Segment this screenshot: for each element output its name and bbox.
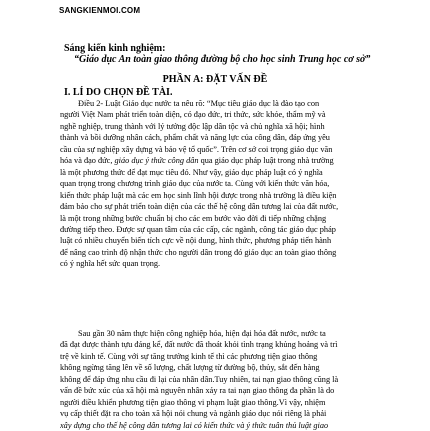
text-line: người Việt Nam phát triển toàn diện, có đạo đức, tri thức, sức khỏe, thẩm mỹ và <box>60 110 326 120</box>
italic-phrase: giáo dục ý thức công dân <box>114 156 199 166</box>
text-line: vấn đề bức xúc của xã hội mà nguyên nhân xảy ra tai nạn giao thông đa phần là do <box>60 386 335 396</box>
text-line: không để đáp ứng nhu cầu đi lại của nhân dân.Tuy nhiên, tai nạn giao thông cũng là <box>60 374 339 384</box>
text-line: thành và bồi dưỡng nhân cách, phẩm chất và năng lực của công dân, đáp ứng yêu <box>60 133 330 143</box>
text-segment: hóa và đạo đức, <box>60 156 115 166</box>
text-line: kiến thức pháp luật mà các em học sinh lĩnh hội được trong nhà trường là điều kiện <box>60 190 337 200</box>
section-heading: I. LÍ DO CHỌN ĐỀ TÀI. <box>64 87 173 98</box>
text-line: đảm bảo cho sự phát triển toàn diện của các thế hệ công dân tương lai của đất nước, <box>60 202 339 212</box>
text-line: Sau gần 30 năm thực hiện công nghiệp hóa, hiện đại hóa đất nước, nước ta <box>78 329 326 338</box>
text-line: xây dựng cho thế hệ công dân tương lai có kiến thức và ý thức tuân thủ luật giao <box>60 420 329 430</box>
text-line: đã đạt được thành tựu đáng kể, đất nước đã thoát khỏi tình trạng khủng hoảng và trì <box>60 340 338 350</box>
text-line: không ngừng tăng lên về số lượng, chất lượng từ đường bộ, thủy, sắt đến hàng <box>60 363 320 373</box>
paragraph-2 <box>60 328 425 431</box>
document-title: “Giáo dục An toàn giao thông đường bộ cho học sinh Trung học cơ sở” <box>74 54 371 65</box>
text-line: đường tiếp theo. Được sự quan tâm của các cấp, các ngành, công tác giáo dục pháp <box>60 224 336 234</box>
text-line: là một phương thức để đạt mục tiêu đó. Như vậy, giáo dục pháp luật có ý nghĩa <box>60 167 323 177</box>
text-line <box>60 155 425 166</box>
text-line: để nâng cao trình độ nhận thức cho người dân trong đó giáo dục an toàn giao thông <box>60 247 337 257</box>
paragraph-1 <box>60 98 425 270</box>
text-line: nghề nghiệp, trung thành với lý tưởng độc lập dân tộc và chủ nghĩa xã hội; hình <box>60 121 325 131</box>
text-line: vụ cấp thiết đặt ra cho toàn xã hội nói chung và ngành giáo dục nói riêng là phải <box>60 409 327 419</box>
text-line: cầu của sự nghiệp xây dựng và bảo vệ tổ quốc”. Trên cơ sở coi trọng giáo dục văn <box>60 144 333 154</box>
document-label: Sáng kiến kinh nghiệm: <box>64 43 166 54</box>
text-line: là một trong những bước chuẩn bị cho các em bước vào đời đi tiếp những chặng <box>60 213 327 223</box>
text-line: người điều khiển phương tiện giao thông vi phạm luật giao thông.Vì vậy, nhiệm <box>60 397 326 407</box>
text-line: có ý nghĩa hết sức quan trọng. <box>60 259 161 269</box>
text-line: luật có nhiều chuyển biến tích cực về nội dung, hình thức, phương pháp tiến hành <box>60 236 332 246</box>
text-line: quan trọng trong chương trình giáo dục của nước ta. Cùng với kiến thức văn hóa, <box>60 179 330 189</box>
text-line: trệ về kinh tế. Cùng với sự tăng trưởng kinh tế thì các phương tiện giao thông <box>60 351 318 361</box>
site-watermark: SANGKIENMOI.COM <box>59 6 141 15</box>
part-heading: PHẦN A: ĐẶT VẤN ĐỀ <box>162 74 268 85</box>
text-line: Điều 2- Luật Giáo dục nước ta nêu rõ: “Mục tiêu giáo dục là đào tạo con <box>78 99 320 108</box>
text-segment: qua giáo dục pháp luật trong nhà trường <box>198 156 334 166</box>
